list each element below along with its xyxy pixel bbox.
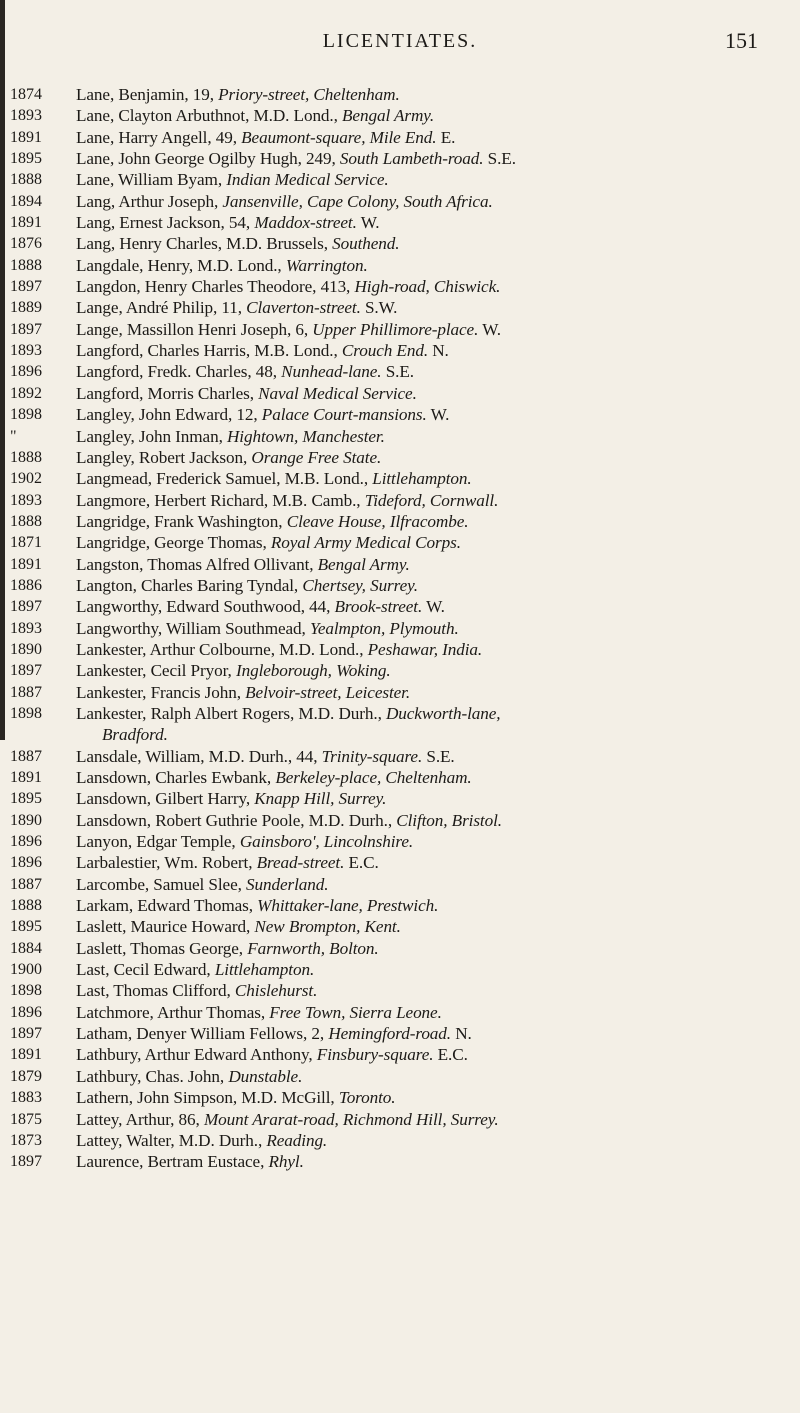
- entry-address: Naval Medical Service.: [258, 383, 417, 403]
- entry-name: Latchmore, Arthur Thomas,: [76, 1002, 266, 1022]
- entry-address: Upper Phillimore-place.: [312, 319, 479, 339]
- list-item: [0, 532, 800, 553]
- entry-address: Sunderland.: [246, 874, 329, 894]
- list-item: [0, 618, 800, 639]
- entry-year: 1876: [10, 235, 42, 253]
- entry-year: 1893: [10, 342, 42, 360]
- entry-address: Crouch End.: [341, 341, 429, 361]
- list-item: [0, 148, 800, 169]
- entry-name: Lathbury, Chas. John,: [76, 1066, 225, 1086]
- entry-name: Lattey, Arthur, 86,: [76, 1109, 200, 1129]
- entry-address: Royal Army Medical Corps.: [270, 533, 461, 553]
- list-item: [0, 810, 800, 831]
- entry-address: Chislehurst.: [234, 981, 318, 1001]
- entry-text: [76, 1087, 776, 1108]
- entry-district: W.: [426, 597, 445, 617]
- entry-text: [76, 852, 776, 873]
- entry-name: Langley, John Edward, 12,: [76, 405, 258, 425]
- entry-address: Hightown, Manchester.: [226, 426, 385, 446]
- entry-text: [76, 1109, 776, 1130]
- entry-address: Palace Court-mansions.: [261, 405, 427, 425]
- entry-text: [76, 980, 776, 1001]
- entry-year: 1884: [10, 939, 42, 957]
- entry-year: 1893: [10, 619, 42, 637]
- entry-district: S.E.: [426, 746, 455, 766]
- entry-district: W.: [360, 213, 380, 233]
- entry-year: 1891: [10, 555, 42, 573]
- list-item: [0, 233, 800, 254]
- entry-district: N.: [432, 341, 449, 361]
- entry-address: Berkeley-place, Cheltenham.: [275, 768, 472, 787]
- list-item: [0, 959, 800, 980]
- list-item: [0, 703, 800, 746]
- entry-text: [76, 938, 776, 959]
- entry-year: 1893: [10, 107, 42, 125]
- entry-name: Lankester, Ralph Albert Rogers, M.D. Durh.,: [76, 703, 382, 723]
- entry-address: Bread-street.: [256, 853, 345, 873]
- entry-year: 1883: [10, 1089, 42, 1107]
- entry-name: Lang, Ernest Jackson, 54,: [76, 213, 251, 233]
- entry-address: Peshawar, India.: [367, 639, 483, 659]
- list-item: [0, 831, 800, 852]
- list-item: [0, 575, 800, 596]
- list-item: [0, 1151, 800, 1172]
- list-item: [0, 447, 800, 468]
- list-item: [0, 1023, 800, 1044]
- entry-name: Last, Cecil Edward,: [76, 960, 211, 980]
- list-item: [0, 169, 800, 190]
- list-item: [0, 511, 800, 532]
- entry-text: [76, 233, 776, 254]
- entry-name: Langdale, Henry, M.D. Lond.,: [76, 255, 282, 275]
- entry-name: Langmead, Frederick Samuel, M.B. Lond.,: [76, 469, 369, 489]
- entry-district: E.C.: [348, 853, 379, 873]
- entry-name: Lansdown, Gilbert Harry,: [76, 789, 251, 809]
- entry-year: 1896: [10, 833, 42, 851]
- entry-year: 1896: [10, 363, 42, 381]
- entry-address: Reading.: [266, 1130, 328, 1150]
- entry-text: [76, 511, 776, 532]
- entry-year: 1888: [10, 512, 42, 530]
- list-item: [0, 319, 800, 340]
- entry-name: Lansdale, William, M.D. Durh., 44,: [76, 746, 318, 766]
- entry-year: 1873: [10, 1131, 42, 1149]
- entry-text: [76, 874, 776, 895]
- entry-address: Free Town, Sierra Leone.: [269, 1002, 442, 1022]
- entry-address: South Lambeth-road.: [339, 149, 484, 169]
- entry-year: 1897: [10, 598, 42, 616]
- entry-year: 1897: [10, 278, 42, 296]
- entry-text: [76, 916, 776, 937]
- list-item: [0, 1109, 800, 1130]
- entry-text: [76, 297, 776, 318]
- entry-text: [76, 468, 776, 489]
- list-item: [0, 84, 800, 105]
- entry-text: [76, 639, 776, 660]
- entry-name: Lang, Henry Charles, M.D. Brussels,: [76, 234, 328, 254]
- entry-text: [76, 554, 776, 575]
- list-item: [0, 361, 800, 382]
- entry-name: Langford, Morris Charles,: [76, 383, 254, 403]
- entry-text: [76, 1002, 776, 1023]
- list-item: [0, 127, 800, 148]
- list-item: [0, 596, 800, 617]
- entry-name: Langston, Thomas Alfred Ollivant,: [76, 554, 314, 574]
- entry-address: Belvoir-street, Leicester.: [245, 682, 411, 702]
- entry-year: 1891: [10, 769, 42, 786]
- list-item: [0, 554, 800, 575]
- entry-name: Lathbury, Arthur Edward Anthony,: [76, 1045, 313, 1065]
- entry-text: [76, 895, 776, 916]
- list-item: [0, 767, 800, 788]
- entry-address: Hemingford-road.: [328, 1024, 451, 1044]
- entry-address: Littlehampton.: [214, 960, 315, 980]
- entry-text: [76, 767, 776, 788]
- entry-address: Claverton-street.: [246, 298, 361, 318]
- entry-text: [76, 575, 776, 596]
- list-item: [0, 852, 800, 873]
- entry-year: 1886: [10, 576, 42, 594]
- entry-year: 1897: [10, 662, 42, 680]
- entry-text: [76, 660, 776, 681]
- entry-text: [76, 105, 776, 126]
- entry-year: 1890: [10, 640, 42, 658]
- entry-name: Lansdown, Robert Guthrie Poole, M.D. Durh.,: [76, 810, 393, 830]
- list-item: [0, 191, 800, 212]
- entry-year: 1875: [10, 1110, 42, 1128]
- entry-text: [76, 361, 776, 382]
- list-item: [0, 874, 800, 895]
- entry-address: Finsbury-square.: [316, 1045, 434, 1065]
- entry-year: 1874: [10, 86, 42, 103]
- entry-year: 1897: [10, 1153, 42, 1171]
- list-item: [0, 682, 800, 703]
- entry-address: Whittaker-lane, Prestwich.: [257, 896, 439, 916]
- entry-name: Larcombe, Samuel Slee,: [76, 874, 242, 894]
- entry-year: 1888: [10, 256, 42, 274]
- list-item: [0, 980, 800, 1001]
- entry-name: Langley, John Inman,: [76, 426, 223, 446]
- list-item: [0, 746, 800, 767]
- entry-name: Langton, Charles Baring Tyndal,: [76, 575, 299, 595]
- entry-text: [76, 1023, 776, 1044]
- entry-year: 1898: [10, 406, 42, 424]
- entry-text: [76, 84, 776, 105]
- entry-text: [76, 682, 776, 703]
- entry-district: W.: [430, 405, 450, 425]
- entry-year: 1897: [10, 1025, 42, 1043]
- entry-address: Knapp Hill, Surrey.: [254, 789, 387, 809]
- entry-year: 1895: [10, 150, 42, 168]
- entry-text: [76, 340, 776, 361]
- list-item: [0, 255, 800, 276]
- entry-year: 1897: [10, 320, 42, 338]
- entry-year: 1879: [10, 1067, 42, 1085]
- list-item: [0, 404, 800, 425]
- entry-text: [76, 447, 776, 468]
- entry-address: Brook-street.: [334, 597, 423, 617]
- licentiate-list: [0, 84, 800, 1173]
- list-item: [0, 340, 800, 361]
- entry-text: [76, 404, 776, 425]
- entry-name: Laurence, Bertram Eustace,: [76, 1152, 265, 1172]
- list-item: [0, 212, 800, 233]
- entry-name: Lankester, Francis John,: [76, 682, 241, 702]
- entry-address: Duckworth-lane,: [385, 703, 501, 723]
- entry-district: N.: [455, 1024, 472, 1044]
- entry-text: [76, 490, 776, 511]
- entry-address: Trinity-square.: [321, 746, 423, 766]
- list-item: [0, 276, 800, 297]
- list-item: [0, 105, 800, 126]
- entry-address: Farnworth, Bolton.: [247, 938, 379, 958]
- page-number: 151: [725, 28, 758, 53]
- entry-address: Chertsey, Surrey.: [302, 575, 418, 595]
- entry-name: Langdon, Henry Charles Theodore, 413,: [76, 277, 351, 297]
- list-item: [0, 490, 800, 511]
- entry-text: [76, 212, 776, 233]
- list-item: [0, 468, 800, 489]
- entry-name: Lane, William Byam,: [76, 170, 223, 190]
- list-item: [0, 1130, 800, 1151]
- entry-name: Langford, Fredk. Charles, 48,: [76, 362, 277, 382]
- entry-year: 1892: [10, 384, 42, 402]
- entry-year: 1888: [10, 448, 42, 466]
- entry-name: Lankester, Arthur Colbourne, M.D. Lond.,: [76, 639, 364, 659]
- entry-address: Priory-street, Cheltenham.: [218, 85, 400, 104]
- entry-year: 1895: [10, 790, 42, 808]
- running-title: LICENTIATES.: [322, 30, 478, 52]
- entry-text: [76, 319, 776, 340]
- entry-address: Nunhead-lane.: [281, 362, 382, 382]
- entry-year: 1894: [10, 192, 42, 210]
- entry-name: Lansdown, Charles Ewbank,: [76, 768, 272, 787]
- entry-year: 1887: [10, 875, 42, 893]
- entry-address: Toronto.: [338, 1088, 396, 1108]
- entry-address: Yealmpton, Plymouth.: [309, 618, 459, 638]
- entry-text: [76, 1151, 776, 1172]
- entry-name: Lattey, Walter, M.D. Durh.,: [76, 1130, 263, 1150]
- entry-text: [76, 148, 776, 169]
- entry-name: Larkam, Edward Thomas,: [76, 896, 253, 916]
- entry-year: 1887: [10, 747, 42, 765]
- entry-text: [76, 618, 776, 639]
- list-item: [0, 788, 800, 809]
- entry-text: [76, 788, 776, 809]
- entry-year: 1896: [10, 1003, 42, 1021]
- entry-address: Clifton, Bristol.: [396, 810, 502, 830]
- entry-text: [76, 532, 776, 553]
- entry-address: Beaumont-square, Mile End.: [241, 127, 437, 147]
- entry-text: [76, 959, 776, 980]
- entry-district: S.E.: [385, 362, 414, 382]
- entry-name: Lankester, Cecil Pryor,: [76, 661, 232, 681]
- entry-name: Lanyon, Edgar Temple,: [76, 832, 236, 852]
- entry-year: 1900: [10, 961, 42, 979]
- entry-address: Ingleborough, Woking.: [235, 661, 391, 681]
- page-header: [0, 24, 800, 64]
- entry-address: Southend.: [332, 234, 400, 254]
- entry-name: Last, Thomas Clifford,: [76, 981, 231, 1001]
- entry-district: E.C.: [437, 1045, 468, 1065]
- entry-address: Cleave House, Ilfracombe.: [286, 511, 469, 531]
- entry-district: S.W.: [364, 298, 398, 318]
- entry-name: Laslett, Thomas George,: [76, 938, 243, 958]
- list-item: [0, 916, 800, 937]
- entry-text: [76, 127, 776, 148]
- entry-address: Mount Ararat-road, Richmond Hill, Surrey.: [203, 1109, 499, 1129]
- list-item: [0, 938, 800, 959]
- entry-name: Larbalestier, Wm. Robert,: [76, 853, 253, 873]
- entry-name: Langridge, George Thomas,: [76, 533, 267, 553]
- list-item: [0, 426, 800, 447]
- entry-address: Rhyl.: [268, 1152, 304, 1172]
- entry-text: [76, 255, 776, 276]
- entry-text: [76, 703, 776, 746]
- entry-address: Bengal Army.: [342, 106, 435, 126]
- entry-name: Lane, Benjamin, 19,: [76, 85, 214, 104]
- entry-year: 1891: [10, 128, 42, 146]
- entry-address-continued: Bradford.: [102, 725, 168, 745]
- entry-year: 1898: [10, 982, 42, 1000]
- entry-address: Indian Medical Service.: [226, 170, 389, 190]
- entry-address: Dunstable.: [228, 1066, 303, 1086]
- list-item: [0, 1002, 800, 1023]
- entry-address: Tideford, Cornwall.: [364, 490, 499, 510]
- entry-year: 1887: [10, 683, 42, 701]
- entry-address: Gainsboro', Lincolnshire.: [239, 832, 414, 852]
- entry-name: Latham, Denyer William Fellows, 2,: [76, 1024, 325, 1044]
- entry-name: Lange, André Philip, 11,: [76, 298, 242, 318]
- entry-address: Orange Free State.: [251, 447, 382, 467]
- entry-name: Lang, Arthur Joseph,: [76, 191, 219, 211]
- entry-name: Langmore, Herbert Richard, M.B. Camb.,: [76, 490, 361, 510]
- entry-year: 1896: [10, 854, 42, 872]
- entry-address: New Brompton, Kent.: [254, 917, 401, 937]
- list-item: [0, 383, 800, 404]
- entry-text: [76, 1130, 776, 1151]
- entry-address: Littlehampton.: [372, 469, 472, 489]
- entry-year: 1891: [10, 1046, 42, 1064]
- entry-text: [76, 596, 776, 617]
- entry-year: 1902: [10, 470, 42, 488]
- entry-name: Langley, Robert Jackson,: [76, 447, 248, 467]
- entry-year: 1895: [10, 918, 42, 936]
- entry-text: [76, 746, 776, 767]
- entry-name: Lane, Harry Angell, 49,: [76, 127, 237, 147]
- entry-text: [76, 426, 776, 447]
- entry-address: Jansenville, Cape Colony, South Africa.: [222, 191, 493, 211]
- entry-address: Warrington.: [285, 255, 368, 275]
- entry-text: [76, 383, 776, 404]
- entry-name: Lane, Clayton Arbuthnot, M.D. Lond.,: [76, 106, 338, 126]
- entry-text: [76, 191, 776, 212]
- entry-name: Lathern, John Simpson, M.D. McGill,: [76, 1088, 335, 1108]
- entry-text: [76, 169, 776, 190]
- entry-year: 1891: [10, 214, 42, 232]
- entry-name: Langworthy, William Southmead,: [76, 618, 306, 638]
- entry-name: Langford, Charles Harris, M.B. Lond.,: [76, 341, 338, 361]
- entry-year: 1888: [10, 171, 42, 189]
- entry-text: [76, 276, 776, 297]
- entry-year: 1888: [10, 897, 42, 915]
- entry-text: [76, 831, 776, 852]
- entry-district: S.E.: [487, 149, 516, 169]
- list-item: [0, 895, 800, 916]
- list-item: [0, 1066, 800, 1087]
- entry-text: [76, 810, 776, 831]
- entry-year: 1893: [10, 491, 42, 509]
- entry-address: High-road, Chiswick.: [354, 277, 501, 297]
- entry-address: Maddox-street.: [254, 213, 357, 233]
- entry-year: 1890: [10, 811, 42, 829]
- entry-year: 1898: [10, 704, 42, 722]
- entry-address: Bengal Army.: [317, 554, 410, 574]
- entry-name: Laslett, Maurice Howard,: [76, 917, 251, 937]
- entry-year: 1889: [10, 299, 42, 317]
- entry-text: [76, 1044, 776, 1065]
- entry-name: Lane, John George Ogilby Hugh, 249,: [76, 149, 336, 169]
- entry-district: E.: [440, 127, 456, 147]
- entry-text: [76, 1066, 776, 1087]
- list-item: [0, 639, 800, 660]
- entry-year: ": [10, 427, 17, 445]
- list-item: [0, 297, 800, 318]
- entry-district: W.: [482, 319, 501, 339]
- entry-name: Langworthy, Edward Southwood, 44,: [76, 597, 331, 617]
- list-item: [0, 1044, 800, 1065]
- entry-name: Langridge, Frank Washington,: [76, 511, 283, 531]
- list-item: [0, 660, 800, 681]
- entry-name: Lange, Massillon Henri Joseph, 6,: [76, 319, 309, 339]
- entry-year: 1871: [10, 534, 42, 552]
- list-item: [0, 1087, 800, 1108]
